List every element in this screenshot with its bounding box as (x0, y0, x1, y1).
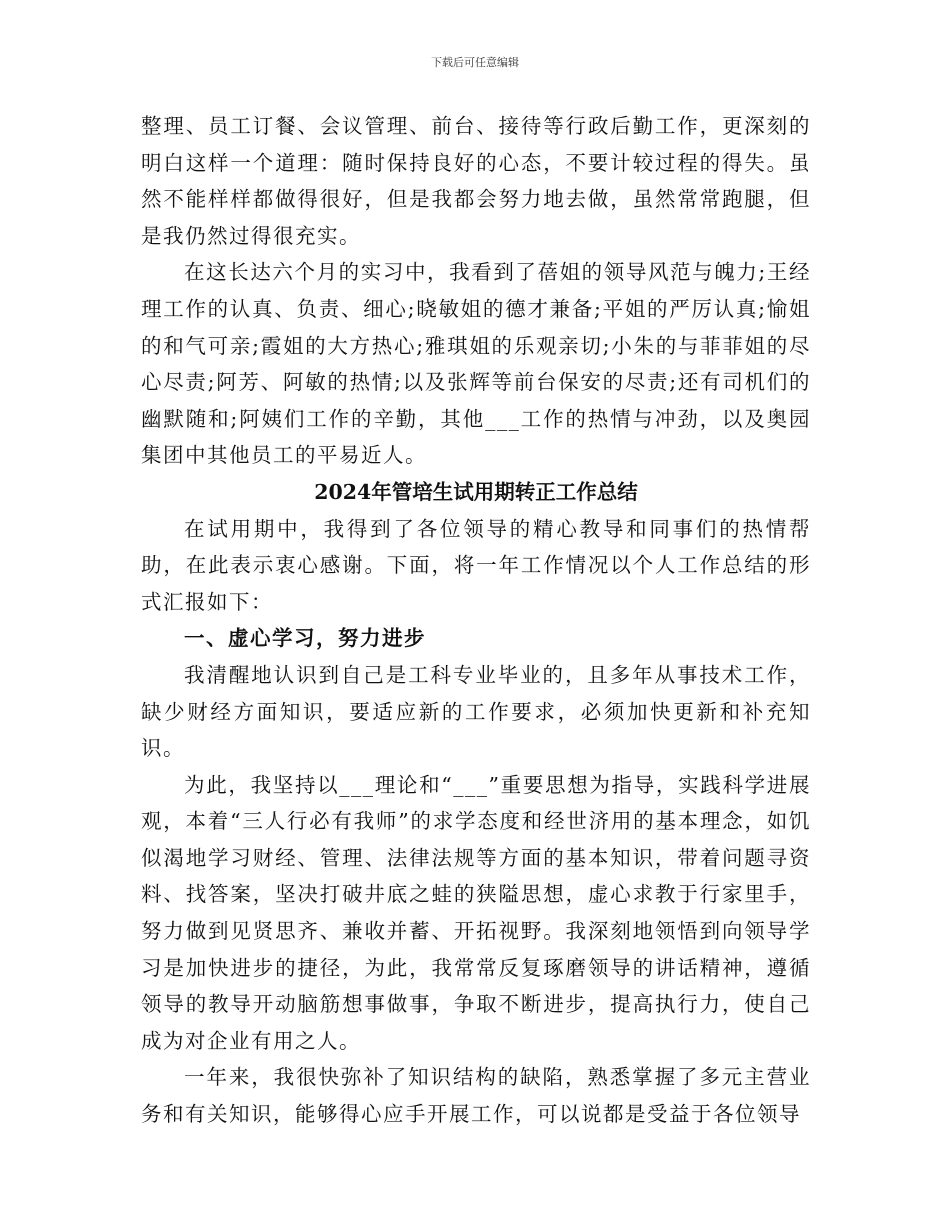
section-heading-1: 一、虚心学习，努力进步 (184, 626, 427, 651)
paragraph-intro: 在试用期中，我得到了各位领导的精心教导和同事们的热情帮助，在此表示衷心感谢。下面，将一年工作情况以个人工作总结的形式汇报如下： (141, 516, 811, 614)
paragraph-continued: 整理、员工订餐、会议管理、前台、接待等行政后勤工作，更深刻的明白这样一个道理：随时保持良好的心态，不要计较过程的得失。虽然不能样样都做得很好，但是我都会努力地去做，虽然常常跑腿，但是我仍然过得很充实。 (141, 114, 811, 248)
paragraph-section1-c: 一年来，我很快弥补了知识结构的缺陷，熟悉掌握了多元主营业务和有关知识，能够得心应手开展工作，可以说都是受益于各位领导 (141, 1065, 811, 1127)
document-title: 2024年管培生试用期转正工作总结 (314, 479, 638, 504)
paragraph-internship: 在这长达六个月的实习中，我看到了蓓姐的领导风范与魄力;王经理工作的认真、负责、细心;晓敏姐的德才兼备;平姐的严厉认真;愉姐的和气可亲;霞姐的大方热心;雅琪姐的乐观亲切;小朱的与菲菲姐的尽心尽责;阿芳、阿敏的热情;以及张辉等前台保安的尽责;还有司机们的幽默随和;阿姨们工作的辛勤，其他___工作的热情与冲劲，以及奥园集团中其他员工的平易近人。 (141, 260, 811, 468)
paragraph-section1-a: 我清醒地认识到自己是工科专业毕业的，且多年从事技术工作，缺少财经方面知识，要适应新的工作要求，必须加快更新和补充知识。 (141, 662, 811, 761)
document-body (141, 108, 811, 1133)
paragraph-section1-b: 为此，我坚持以___理论和“___”重要思想为指导，实践科学进展观，本着“三人行必有我师”的求学态度和经世济用的基本理念，如饥似渴地学习财经、管理、法律法规等方面的基本知识，带着问题寻资料、找答案，坚决打破井底之蛙的狭隘思想，虚心求教于行家里手，努力做到见贤思齐、兼收并蓄、开拓视野。我深刻地领悟到向领导学习是加快进步的捷径，为此，我常常反复琢磨领导的讲话精神，遵循领导的教导开动脑筋想事做事，争取不断进步，提高执行力，使自己成为对企业有用之人。 (141, 772, 811, 1053)
header-note: 下载后可任意编辑 (431, 56, 519, 69)
